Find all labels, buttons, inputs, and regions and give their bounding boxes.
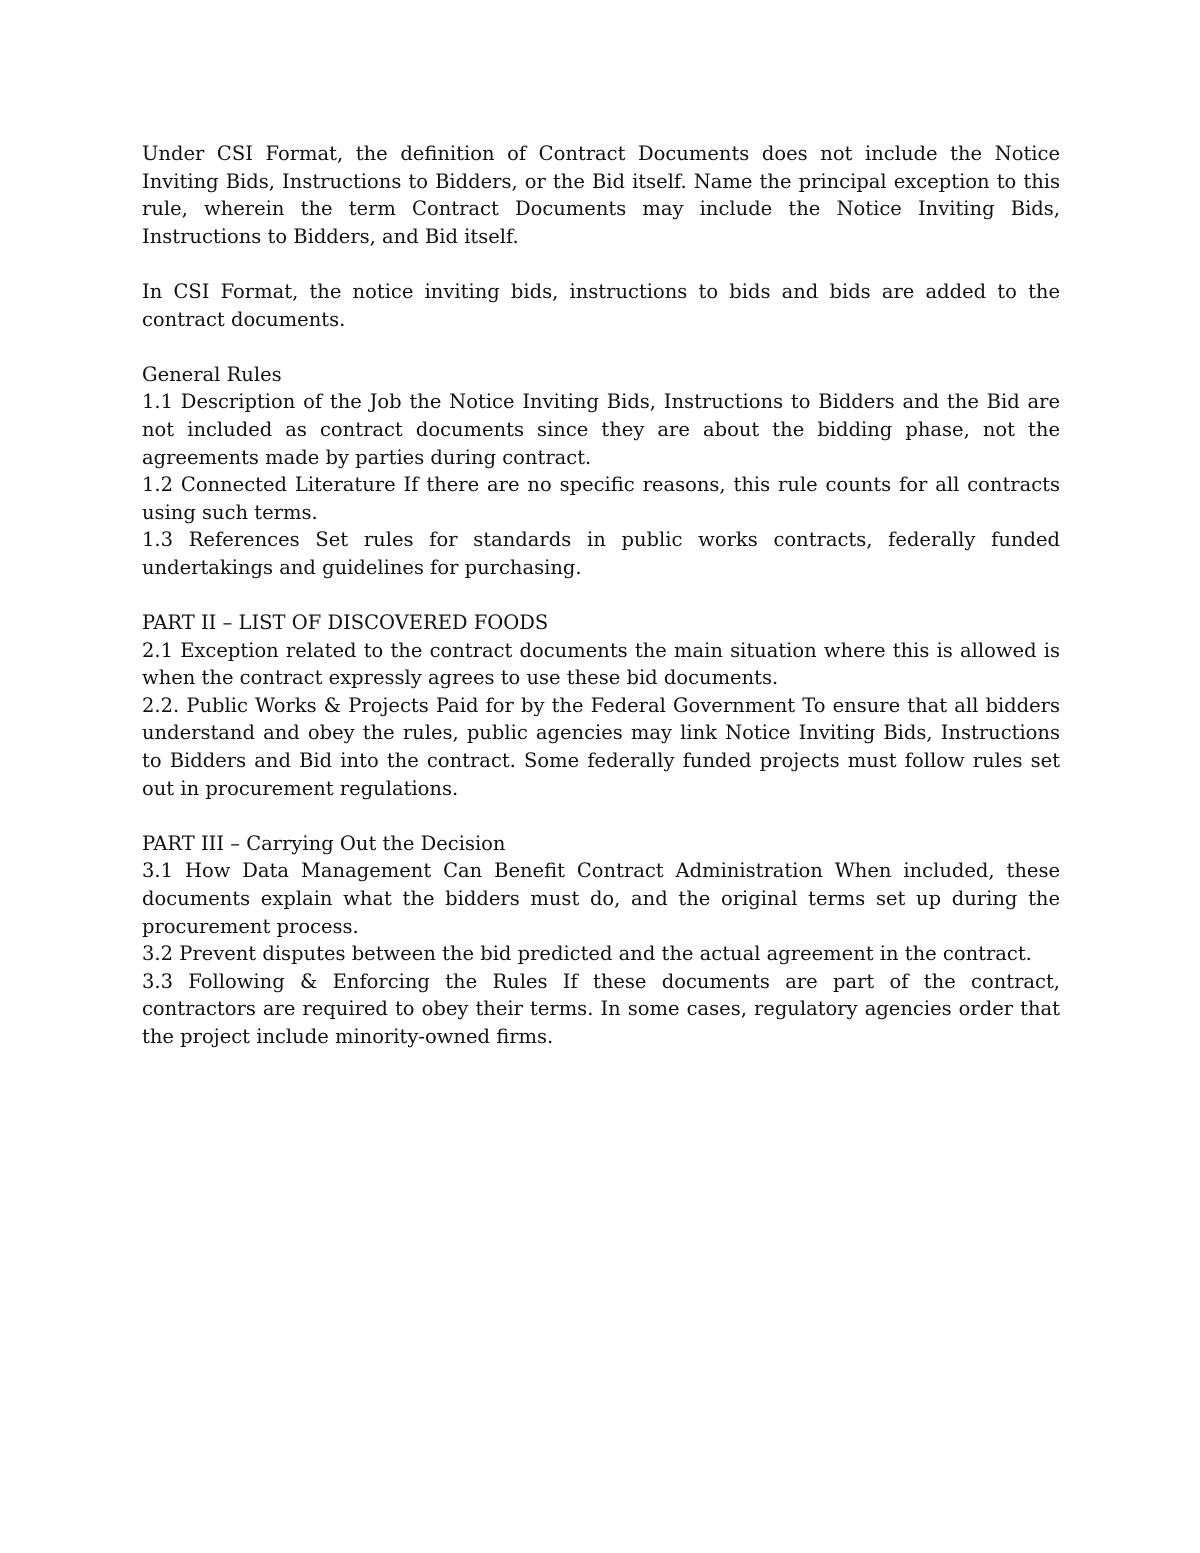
spacer	[142, 250, 1060, 278]
answer-paragraph: In CSI Format, the notice inviting bids, instructions to bids and bids are added to the contract documents.	[142, 279, 1060, 331]
question-paragraph: Under CSI Format, the definition of Contract Documents does not include the Notice Inviting Bids, Instructions to Bidders, or the Bid itself. Name the principal exception to this rule, wherein the term Contract Documents may include the Notice Inviting Bids, Instructions to Bidders, and Bid itself.	[142, 142, 1060, 248]
section-heading-general-rules: General Rules	[142, 362, 282, 386]
section-item-2-1: 2.1 Exception related to the contract documents the main situation where this is allowed is when the contract expressly agrees to use these bid documents.	[142, 638, 1060, 690]
spacer	[142, 333, 1060, 361]
section-item-3-1: 3.1 How Data Management Can Benefit Contract Administration When included, these documents explain what the bidders must do, and the original terms set up during the procurement process.	[142, 859, 1060, 938]
spacer	[142, 802, 1060, 830]
section-item-1-1: 1.1 Description of the Job the Notice Inviting Bids, Instructions to Bidders and the Bid are not included as contract documents since they are about the bidding phase, not the agreements made by parties during contract.	[142, 390, 1060, 469]
section-item-2-2: 2.2. Public Works & Projects Paid for by the Federal Government To ensure that all bidders understand and obey the rules, public agencies may link Notice Inviting Bids, Instructions to Bidders and Bid into the contract. Some federally funded projects must follow rules set out in procurement regulations.	[142, 693, 1060, 800]
section-heading-part-ii: PART II – LIST OF DISCOVERED FOODS	[142, 611, 549, 635]
section-heading-part-iii: PART III – Carrying Out the Decision	[142, 831, 506, 855]
section-item-3-3: 3.3 Following & Enforcing the Rules If these documents are part of the contract, contractors are required to obey their terms. In some cases, regulatory agencies order that the project include minority-owned firms.	[142, 969, 1060, 1048]
section-item-3-2: 3.2 Prevent disputes between the bid predicted and the actual agreement in the contract.	[142, 942, 1032, 966]
section-item-1-3: 1.3 References Set rules for standards in public works contracts, federally funded undertakings and guidelines for purchasing.	[142, 528, 1060, 579]
document-page	[142, 140, 1060, 1051]
spacer	[142, 582, 1060, 610]
section-item-1-2: 1.2 Connected Literature If there are no specific reasons, this rule counts for all contracts using such terms.	[142, 473, 1060, 524]
